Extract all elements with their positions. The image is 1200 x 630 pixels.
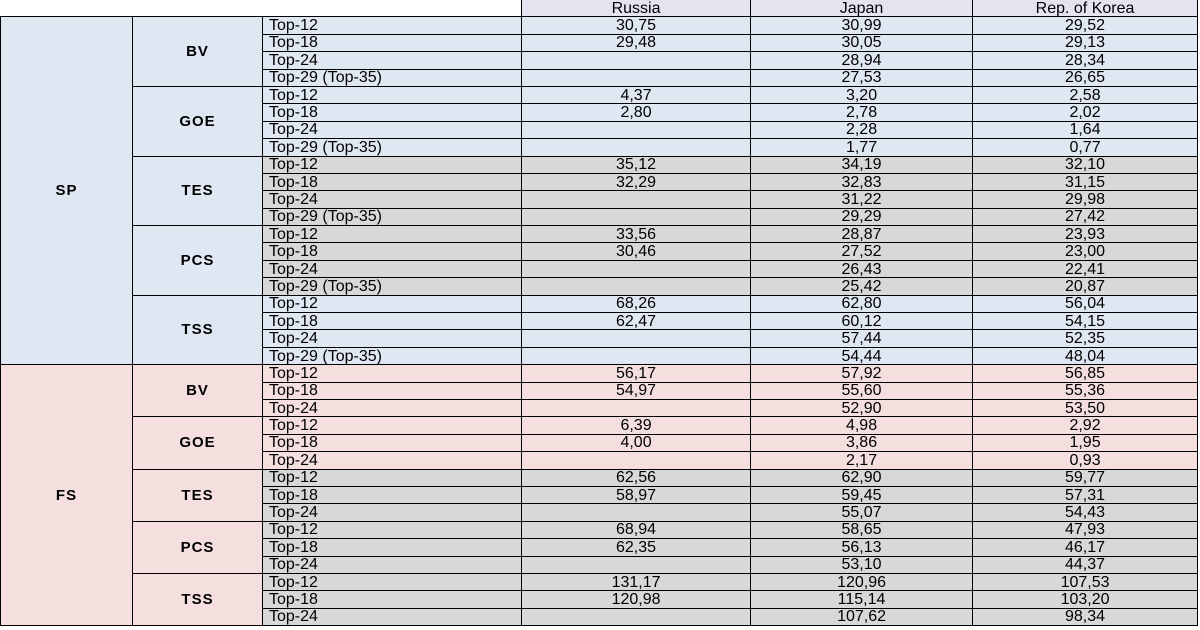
table-row [1,295,1198,312]
japan-value: 25,42 [751,278,973,295]
korea-value: 56,04 [973,295,1198,312]
component-label: GOE [133,86,263,156]
level-cell: Top-18 [263,591,522,608]
column-header-russia: Russia [522,0,751,17]
russia-value: 62,35 [522,539,751,556]
korea-value: 20,87 [973,278,1198,295]
section-label: SP [1,17,133,365]
korea-value: 46,17 [973,539,1198,556]
level-cell: Top-12 [263,156,522,173]
component-label: TSS [133,573,263,625]
russia-value [522,191,751,208]
korea-value: 48,04 [973,347,1198,364]
korea-value: 98,34 [973,608,1198,625]
russia-value: 29,48 [522,34,751,51]
korea-value: 59,77 [973,469,1198,486]
japan-value: 60,12 [751,313,973,330]
component-label: BV [133,17,263,87]
japan-value: 53,10 [751,556,973,573]
japan-value: 28,87 [751,226,973,243]
korea-value: 53,50 [973,399,1198,416]
column-header-korea: Rep. of Korea [973,0,1198,17]
russia-value [522,556,751,573]
russia-value: 120,98 [522,591,751,608]
japan-value: 56,13 [751,539,973,556]
korea-value: 31,15 [973,173,1198,190]
japan-value: 54,44 [751,347,973,364]
korea-value: 54,43 [973,504,1198,521]
level-cell: Top-18 [263,104,522,121]
level-cell: Top-29 (Top-35) [263,208,522,225]
japan-value: 31,22 [751,191,973,208]
component-label: TSS [133,295,263,365]
russia-value: 68,26 [522,295,751,312]
level-cell: Top-18 [263,539,522,556]
russia-value [522,504,751,521]
russia-value: 4,37 [522,86,751,103]
level-cell: Top-24 [263,191,522,208]
level-cell: Top-18 [263,243,522,260]
level-cell: Top-29 (Top-35) [263,347,522,364]
korea-value: 54,15 [973,313,1198,330]
japan-value: 55,07 [751,504,973,521]
japan-value: 28,94 [751,52,973,69]
russia-value [522,121,751,138]
russia-value [522,330,751,347]
level-cell: Top-12 [263,417,522,434]
korea-value: 29,52 [973,17,1198,34]
header-row [1,0,1198,17]
japan-value: 120,96 [751,573,973,590]
level-cell: Top-12 [263,573,522,590]
korea-value: 27,42 [973,208,1198,225]
russia-value: 68,94 [522,521,751,538]
level-cell: Top-24 [263,556,522,573]
korea-value: 29,13 [973,34,1198,51]
component-label: BV [133,365,263,417]
component-label: TES [133,469,263,521]
japan-value: 115,14 [751,591,973,608]
level-cell: Top-12 [263,295,522,312]
russia-value: 131,17 [522,573,751,590]
russia-value [522,208,751,225]
level-cell: Top-12 [263,365,522,382]
column-header-japan: Japan [751,0,973,17]
component-label: TES [133,156,263,226]
japan-value: 62,80 [751,295,973,312]
korea-value: 57,31 [973,486,1198,503]
japan-value: 52,90 [751,399,973,416]
level-cell: Top-12 [263,226,522,243]
japan-value: 2,28 [751,121,973,138]
japan-value: 3,86 [751,434,973,451]
japan-value: 32,83 [751,173,973,190]
korea-value: 1,64 [973,121,1198,138]
level-cell: Top-12 [263,17,522,34]
level-cell: Top-24 [263,452,522,469]
korea-value: 32,10 [973,156,1198,173]
level-cell: Top-24 [263,330,522,347]
level-cell: Top-29 (Top-35) [263,278,522,295]
russia-value [522,52,751,69]
korea-value: 22,41 [973,260,1198,277]
table-row [1,573,1198,590]
korea-value: 52,35 [973,330,1198,347]
russia-value [522,139,751,156]
japan-value: 107,62 [751,608,973,625]
korea-value: 28,34 [973,52,1198,69]
russia-value: 6,39 [522,417,751,434]
level-cell: Top-24 [263,121,522,138]
russia-value: 30,75 [522,17,751,34]
japan-value: 55,60 [751,382,973,399]
russia-value [522,608,751,625]
japan-value: 2,78 [751,104,973,121]
japan-value: 2,17 [751,452,973,469]
level-cell: Top-29 (Top-35) [263,69,522,86]
level-cell: Top-18 [263,434,522,451]
korea-value: 56,85 [973,365,1198,382]
korea-value: 107,53 [973,573,1198,590]
japan-value: 26,43 [751,260,973,277]
japan-value: 1,77 [751,139,973,156]
japan-value: 29,29 [751,208,973,225]
level-cell: Top-24 [263,608,522,625]
japan-value: 59,45 [751,486,973,503]
level-cell: Top-18 [263,313,522,330]
level-cell: Top-24 [263,260,522,277]
japan-value: 30,99 [751,17,973,34]
japan-value: 34,19 [751,156,973,173]
korea-value: 47,93 [973,521,1198,538]
header-corner [1,0,522,17]
korea-value: 1,95 [973,434,1198,451]
component-label: PCS [133,521,263,573]
level-cell: Top-18 [263,173,522,190]
russia-value [522,399,751,416]
table-row [1,17,1198,34]
russia-value: 35,12 [522,156,751,173]
russia-value: 33,56 [522,226,751,243]
russia-value: 32,29 [522,173,751,190]
japan-value: 58,65 [751,521,973,538]
korea-value: 0,77 [973,139,1198,156]
level-cell: Top-12 [263,521,522,538]
russia-value: 62,47 [522,313,751,330]
russia-value [522,278,751,295]
level-cell: Top-24 [263,504,522,521]
table-row [1,417,1198,434]
japan-value: 57,92 [751,365,973,382]
japan-value: 3,20 [751,86,973,103]
russia-value [522,69,751,86]
korea-value: 2,58 [973,86,1198,103]
japan-value: 57,44 [751,330,973,347]
table-body [1,0,1198,626]
level-cell: Top-18 [263,34,522,51]
russia-value: 30,46 [522,243,751,260]
russia-value: 62,56 [522,469,751,486]
level-cell: Top-18 [263,486,522,503]
korea-value: 2,02 [973,104,1198,121]
russia-value [522,260,751,277]
table-row [1,226,1198,243]
table-row [1,365,1198,382]
level-cell: Top-12 [263,469,522,486]
component-label: PCS [133,226,263,296]
table-row [1,86,1198,103]
korea-value: 23,00 [973,243,1198,260]
russia-value: 2,80 [522,104,751,121]
table-row [1,156,1198,173]
japan-value: 27,52 [751,243,973,260]
japan-value: 27,53 [751,69,973,86]
level-cell: Top-18 [263,382,522,399]
korea-value: 0,93 [973,452,1198,469]
japan-value: 30,05 [751,34,973,51]
russia-value [522,347,751,364]
korea-value: 23,93 [973,226,1198,243]
korea-value: 44,37 [973,556,1198,573]
korea-value: 2,92 [973,417,1198,434]
russia-value: 4,00 [522,434,751,451]
level-cell: Top-12 [263,86,522,103]
level-cell: Top-24 [263,52,522,69]
russia-value: 56,17 [522,365,751,382]
japan-value: 62,90 [751,469,973,486]
korea-value: 29,98 [973,191,1198,208]
russia-value: 58,97 [522,486,751,503]
table-row [1,469,1198,486]
level-cell: Top-29 (Top-35) [263,139,522,156]
korea-value: 26,65 [973,69,1198,86]
russia-value [522,452,751,469]
korea-value: 55,36 [973,382,1198,399]
japan-value: 4,98 [751,417,973,434]
component-label: GOE [133,417,263,469]
korea-value: 103,20 [973,591,1198,608]
table-row [1,521,1198,538]
level-cell: Top-24 [263,399,522,416]
section-label: FS [1,365,133,626]
russia-value: 54,97 [522,382,751,399]
